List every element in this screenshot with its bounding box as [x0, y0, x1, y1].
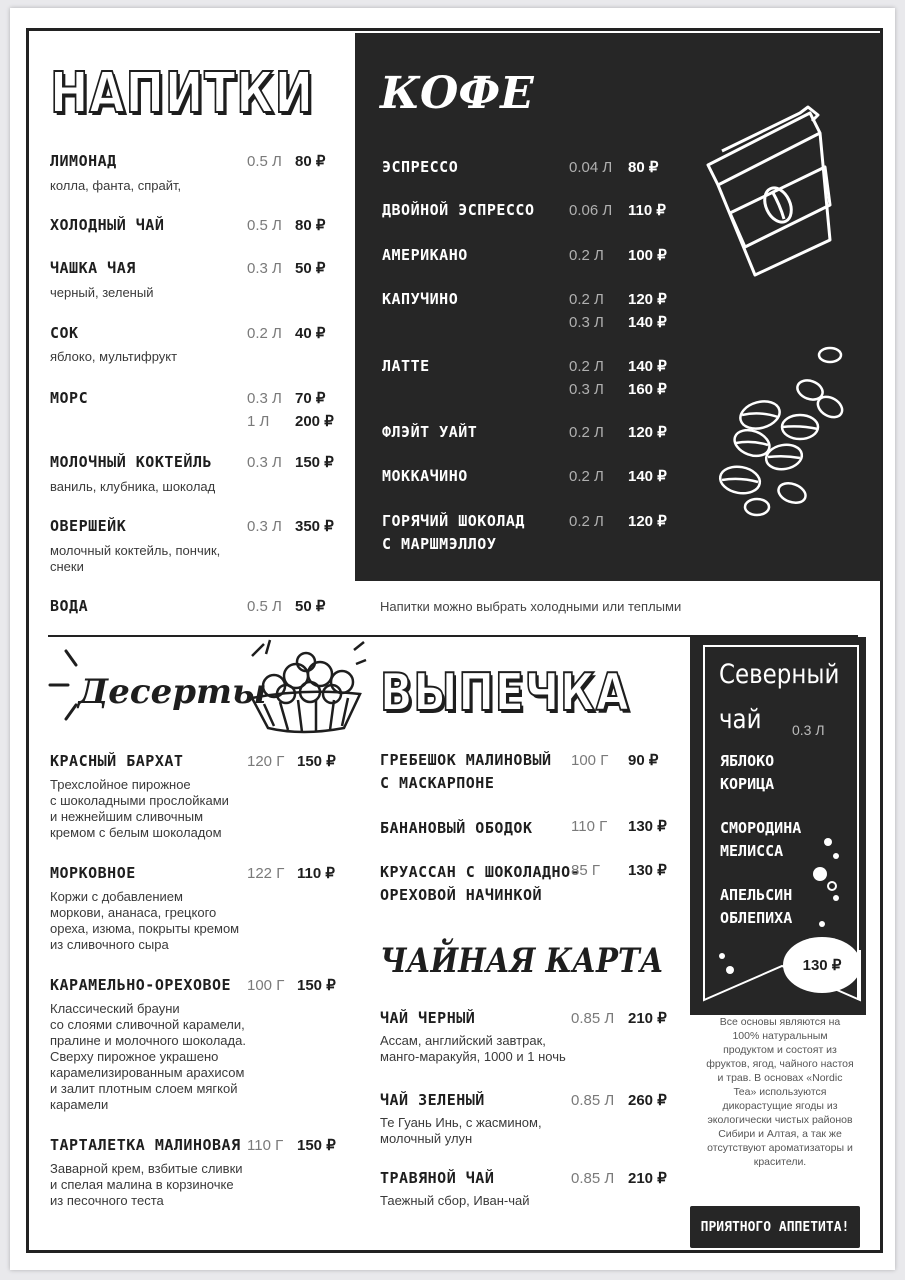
northern-tea-title-2: чай — [719, 704, 762, 735]
bubbles-icon — [808, 836, 844, 936]
drink-name: ХОЛОДНЫЙ ЧАЙ — [50, 216, 165, 234]
drink-desc: яблоко, мультифрукт — [50, 349, 178, 364]
bakery-price: 130 ₽ — [628, 818, 667, 835]
dessert-name: КРАСНЫЙ БАРХАТ — [50, 752, 184, 770]
coffee-name: ЭСПРЕССО — [382, 158, 459, 176]
bakery-weight: 100 Г — [571, 752, 609, 769]
tea-name: ЧАЙ ЧЕРНЫЙ — [380, 1009, 476, 1027]
drink-desc: ваниль, клубника, шоколад — [50, 479, 216, 494]
dessert-name: МОРКОВНОЕ — [50, 864, 136, 882]
bon-appetit-label: ПРИЯТНОГО АППЕТИТА! — [690, 1206, 860, 1248]
tart-icon — [244, 636, 368, 736]
price-badge: 130 ₽ — [783, 937, 861, 993]
coffee-price: 120 ₽ — [628, 424, 667, 441]
bakery-title: ВЫПЕЧКА — [380, 663, 630, 723]
northern-tea-flavor: СМОРОДИНА МЕЛИССА — [720, 819, 802, 860]
coffee-price: 140 ₽ — [628, 358, 667, 375]
dessert-desc: Заварной крем, взбитые сливки и спелая малина в корзиночке из песочного теста — [50, 1161, 243, 1208]
bakery-name: БАНАНОВЫЙ ОБОДОК — [380, 819, 533, 837]
tea-price: 210 ₽ — [628, 1010, 667, 1027]
drink-volume: 0.5 Л — [247, 598, 282, 615]
dessert-price: 150 ₽ — [297, 1137, 336, 1154]
coffee-price: 120 ₽ — [628, 291, 667, 308]
bubbles-left-icon — [712, 948, 742, 978]
northern-tea-title: Северный — [719, 659, 840, 690]
coffee-name: ФЛЭЙТ УАЙТ — [382, 423, 478, 441]
dessert-name: ТАРТАЛЕТКА МАЛИНОВАЯ — [50, 1136, 241, 1154]
tea-volume: 0.85 Л — [571, 1092, 615, 1109]
drink-name: ЛИМОНАД — [50, 152, 117, 170]
coffee-price: 100 ₽ — [628, 247, 667, 264]
coffee-price: 80 ₽ — [628, 159, 659, 176]
drink-price: 40 ₽ — [295, 325, 326, 342]
northern-tea-flavor: ЯБЛОКО КОРИЦА — [720, 752, 775, 793]
desserts-title: Десерты — [78, 672, 267, 712]
dessert-desc: Коржи с добавлением моркови, ананаса, грецкого ореха, изюма, покрыты кремом из сливочного сыра — [50, 889, 240, 952]
dessert-weight: 120 Г — [247, 753, 285, 770]
drink-volume: 0.3 Л — [247, 390, 282, 407]
tea-name: ТРАВЯНОЙ ЧАЙ — [380, 1169, 495, 1187]
drink-price: 50 ₽ — [295, 598, 326, 615]
coffee-volume: 0.2 Л — [569, 468, 604, 485]
drink-name: СОК — [50, 324, 79, 342]
drink-volume-2: 1 Л — [247, 413, 270, 430]
tea-price: 210 ₽ — [628, 1170, 667, 1187]
coffee-volume: 0.2 Л — [569, 513, 604, 530]
coffee-name: ГОРЯЧИЙ ШОКОЛАД С МАРШМЭЛЛОУ — [382, 512, 525, 553]
coffee-volume: 0.2 Л — [569, 291, 604, 308]
coffee-volume: 0.2 Л — [569, 247, 604, 264]
drink-price: 80 ₽ — [295, 153, 326, 170]
drinks-note: Напитки можно выбрать холодными или теплыми — [380, 599, 682, 614]
drink-name: ВОДА — [50, 597, 89, 615]
coffee-title: КОФЕ — [380, 68, 534, 119]
coffee-cup-icon — [700, 105, 845, 285]
drink-price-2: 200 ₽ — [295, 413, 334, 430]
coffee-price-2: 140 ₽ — [628, 314, 667, 331]
dessert-price: 150 ₽ — [297, 753, 336, 770]
coffee-name: ДВОЙНОЙ ЭСПРЕССО — [382, 201, 535, 219]
drink-price: 80 ₽ — [295, 217, 326, 234]
dessert-price: 150 ₽ — [297, 977, 336, 994]
drink-name: ОВЕРШЕЙК — [50, 517, 127, 535]
dessert-weight: 110 Г — [247, 1137, 284, 1154]
drinks-title: НАПИТКИ — [50, 61, 314, 126]
coffee-volume-2: 0.3 Л — [569, 314, 604, 331]
coffee-volume: 0.2 Л — [569, 358, 604, 375]
drink-desc: черный, зеленый — [50, 285, 154, 300]
coffee-price-2: 160 ₽ — [628, 381, 667, 398]
coffee-name: МОККАЧИНО — [382, 467, 468, 485]
dessert-name: КАРАМЕЛЬНО-ОРЕХОВОЕ — [50, 976, 232, 994]
drink-price: 70 ₽ — [295, 390, 326, 407]
tea-volume: 0.85 Л — [571, 1170, 615, 1187]
dessert-weight: 122 Г — [247, 865, 285, 882]
dessert-desc: Классический брауни со слоями сливочной карамели, пралине и молочного шоколада. Сверху пирожное украшено карамелизированным арахисом и залит плотным слоем мягкой карамели — [50, 1001, 246, 1112]
drink-volume: 0.5 Л — [247, 217, 282, 234]
drink-volume: 0.3 Л — [247, 518, 282, 535]
drink-price: 350 ₽ — [295, 518, 334, 535]
drink-desc: молочный коктейль, пончик, снеки — [50, 543, 221, 574]
coffee-volume: 0.04 Л — [569, 159, 613, 176]
northern-tea-volume: 0.3 Л — [792, 722, 825, 738]
coffee-price: 120 ₽ — [628, 513, 667, 530]
bakery-price: 90 ₽ — [628, 752, 659, 769]
coffee-name: АМЕРИКАНО — [382, 246, 468, 264]
northern-tea-note: Все основы являются на 100% натуральным продуктом и состоят из фруктов, ягод, чайного настоя и трав. В основах «Nordic Tea» используются дикорастущие ягоды из экологически чистых районов Сибири и Алтая, а так же отсутствуют ароматизаторы и красители. — [706, 1016, 854, 1168]
drink-price: 50 ₽ — [295, 260, 326, 277]
bakery-name: ГРЕБЕШОК МАЛИНОВЫЙ С МАСКАРПОНЕ — [380, 751, 552, 792]
tea-desc: Таежный сбор, Иван-чай — [380, 1193, 530, 1208]
coffee-price: 140 ₽ — [628, 468, 667, 485]
coffee-name: КАПУЧИНО — [382, 290, 459, 308]
tea-desc: Те Гуань Инь, с жасмином, молочный улун — [380, 1115, 542, 1146]
drink-volume: 0.5 Л — [247, 153, 282, 170]
drink-desc: колла, фанта, спрайт, — [50, 178, 182, 193]
coffee-volume: 0.2 Л — [569, 424, 604, 441]
drink-price: 150 ₽ — [295, 454, 334, 471]
coffee-beans-icon — [712, 345, 852, 525]
drink-name: МОЛОЧНЫЙ КОКТЕЙЛЬ — [50, 453, 213, 471]
drink-volume: 0.3 Л — [247, 260, 282, 277]
bakery-price: 130 ₽ — [628, 862, 667, 879]
coffee-price: 110 ₽ — [628, 202, 666, 219]
dessert-weight: 100 Г — [247, 977, 285, 994]
coffee-volume-2: 0.3 Л — [569, 381, 604, 398]
drink-volume: 0.3 Л — [247, 454, 282, 471]
drink-name: ЧАШКА ЧАЯ — [50, 259, 136, 277]
tea-volume: 0.85 Л — [571, 1010, 615, 1027]
tea-desc: Ассам, английский завтрак, манго-маракуйя, 1000 и 1 ночь — [380, 1033, 566, 1064]
tea-menu-title: ЧАЙНАЯ КАРТА — [380, 941, 664, 981]
drink-volume: 0.2 Л — [247, 325, 282, 342]
bakery-name: КРУАССАН С ШОКОЛАДНО- ОРЕХОВОЙ НАЧИНКОЙ — [380, 863, 581, 904]
drink-name: МОРС — [50, 389, 89, 407]
bakery-weight: 110 Г — [571, 818, 608, 835]
dessert-price: 110 ₽ — [297, 865, 335, 882]
coffee-volume: 0.06 Л — [569, 202, 613, 219]
northern-tea-flavor: АПЕЛЬСИН ОБЛЕПИХА — [720, 886, 793, 927]
tea-price: 260 ₽ — [628, 1092, 667, 1109]
bakery-weight: 85 Г — [571, 862, 600, 879]
dessert-desc: Трехслойное пирожное с шоколадными прослойками и нежнейшим сливочным кремом с белым шоколадом — [50, 777, 229, 840]
tea-name: ЧАЙ ЗЕЛЕНЫЙ — [380, 1091, 485, 1109]
coffee-name: ЛАТТЕ — [382, 357, 430, 375]
